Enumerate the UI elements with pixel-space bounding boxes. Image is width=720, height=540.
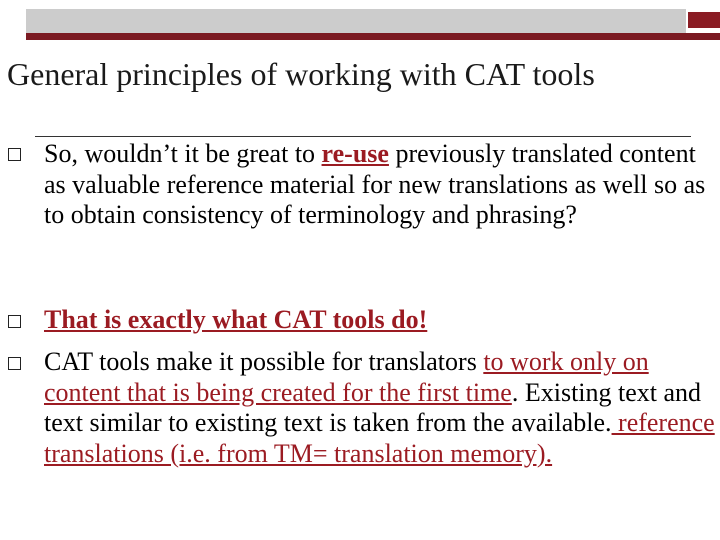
bullet-1-text-a: So, wouldn’t it be great to bbox=[44, 139, 322, 168]
header-bar bbox=[26, 9, 686, 33]
bullet-square-icon bbox=[8, 148, 21, 161]
header-accent-line bbox=[26, 33, 720, 40]
tm-highlight: reference translations (i.e. from TM= translation memory). bbox=[44, 408, 715, 468]
bullet-2 bbox=[44, 305, 719, 336]
cat-tools-highlight: That is exactly what CAT tools do! bbox=[44, 305, 428, 334]
slide-title: General principles of working with CAT tools bbox=[7, 56, 595, 92]
corner-square-2 bbox=[704, 12, 720, 28]
bullet-3-text-b: . Existing text and text similar to existing text is taken from the available. bbox=[44, 377, 702, 437]
bullet-1 bbox=[44, 139, 719, 231]
bullet-square-icon bbox=[8, 357, 21, 370]
bullet-3 bbox=[44, 347, 719, 469]
work-only-highlight: to work only on content that is being created for the first time bbox=[44, 347, 649, 407]
bullet-1-text-b: previously translated content as valuable reference material for new translations as well so as to obtain consistency of terminology and phrasing? bbox=[44, 139, 706, 229]
corner-square-1 bbox=[688, 12, 704, 28]
bullet-3-text-a: CAT tools make it possible for translators bbox=[44, 347, 484, 376]
reuse-highlight: re-use bbox=[321, 139, 389, 168]
title-divider bbox=[35, 136, 691, 137]
bullet-square-icon bbox=[8, 315, 21, 328]
